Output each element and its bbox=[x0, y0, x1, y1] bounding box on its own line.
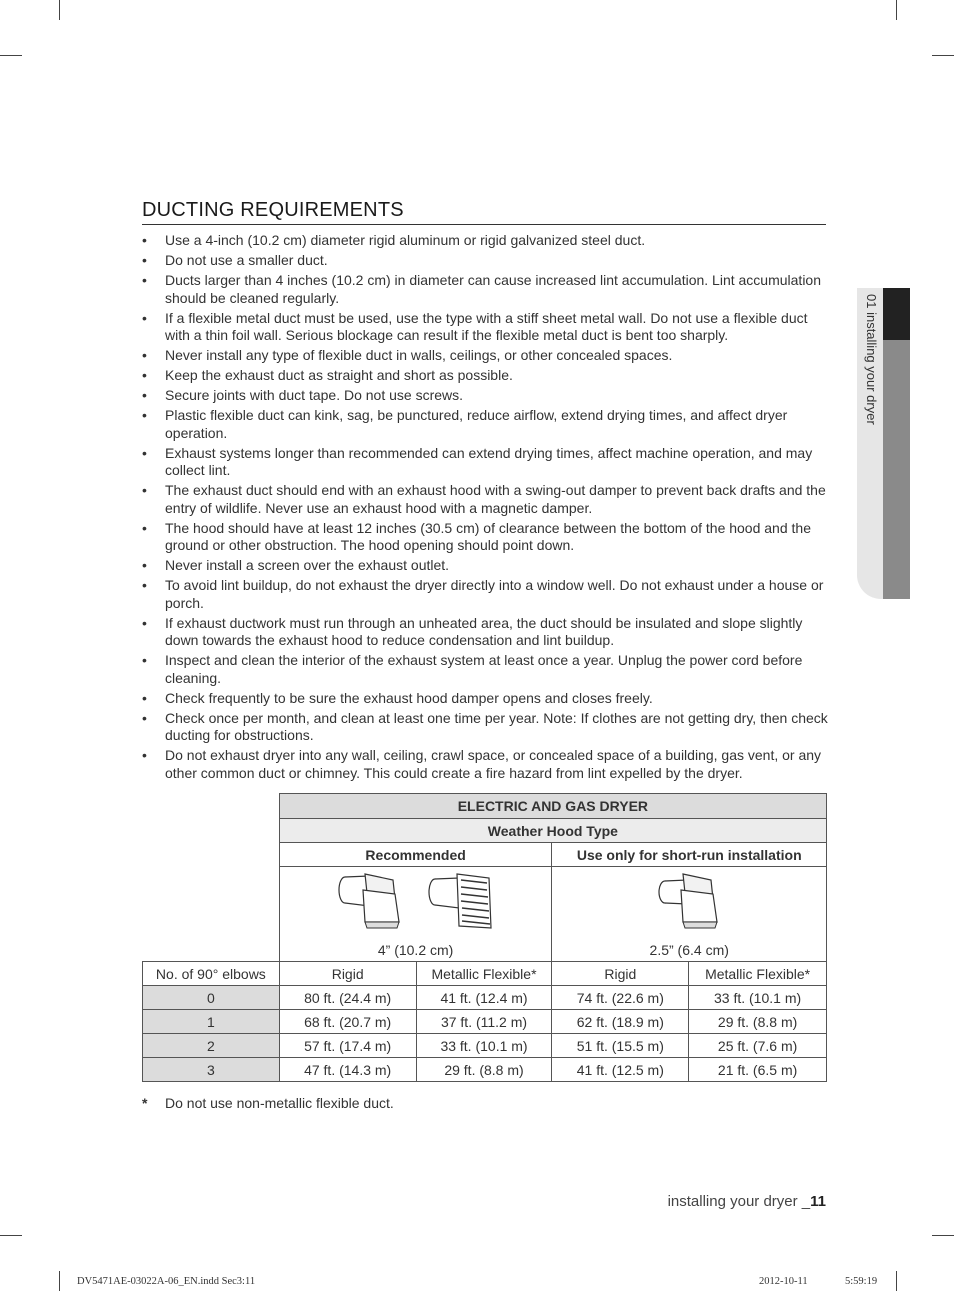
crop-mark bbox=[0, 1235, 22, 1236]
crop-mark bbox=[932, 1235, 954, 1236]
crop-mark bbox=[896, 1271, 897, 1291]
column-header-metallic: Metallic Flexible* bbox=[689, 962, 827, 986]
list-item: • Inspect and clean the interior of the exhaust system at least once a year. Unplug the power cord before cleaning. bbox=[142, 652, 832, 687]
table-blank bbox=[143, 843, 280, 867]
damper-hood-icon bbox=[653, 870, 725, 934]
slug-file: DV5471AE-03022A-06_EN.indd Sec3:11 bbox=[77, 1276, 256, 1287]
table-cell: 33 ft. (10.1 m) bbox=[416, 1034, 552, 1058]
table-cell: 21 ft. (6.5 m) bbox=[689, 1058, 827, 1082]
table-cell: 74 ft. (22.6 m) bbox=[552, 986, 689, 1010]
duct-length-table bbox=[142, 793, 827, 1082]
table-cell: 80 ft. (24.4 m) bbox=[279, 986, 416, 1010]
table-cell: 29 ft. (8.8 m) bbox=[416, 1058, 552, 1082]
table-cell: 33 ft. (10.1 m) bbox=[689, 986, 827, 1010]
list-item: • Do not use a smaller duct. bbox=[142, 252, 832, 270]
side-tab-label: 01 installing your dryer bbox=[864, 294, 879, 425]
table-cell: 29 ft. (8.8 m) bbox=[689, 1010, 827, 1034]
list-item: • Keep the exhaust duct as straight and short as possible. bbox=[142, 367, 832, 385]
crop-mark bbox=[59, 0, 60, 20]
list-item: • Secure joints with duct tape. Do not use screws. bbox=[142, 387, 832, 405]
crop-mark bbox=[0, 55, 22, 56]
table-header-dryer: ELECTRIC AND GAS DRYER bbox=[279, 794, 826, 819]
side-tab-marker bbox=[883, 288, 910, 340]
short-run-size: 2.5” (6.4 cm) bbox=[649, 942, 729, 958]
table-blank bbox=[143, 794, 280, 819]
table-cell: 68 ft. (20.7 m) bbox=[279, 1010, 416, 1034]
side-tab-band bbox=[883, 340, 910, 599]
table-header-short-run: Use only for short-run installation bbox=[552, 843, 827, 867]
table-cell: 47 ft. (14.3 m) bbox=[279, 1058, 416, 1082]
table-cell: 57 ft. (17.4 m) bbox=[279, 1034, 416, 1058]
elbow-count: 0 bbox=[143, 986, 280, 1010]
crop-mark bbox=[896, 0, 897, 20]
table-header-recommended: Recommended bbox=[279, 843, 552, 867]
table-cell: 37 ft. (11.2 m) bbox=[416, 1010, 552, 1034]
list-item: • Use a 4-inch (10.2 cm) diameter rigid aluminum or rigid galvanized steel duct. bbox=[142, 232, 832, 250]
slug-time: 5:59:19 bbox=[845, 1276, 878, 1287]
column-header-metallic: Metallic Flexible* bbox=[416, 962, 552, 986]
crop-mark bbox=[59, 1271, 60, 1291]
list-item: • Check frequently to be sure the exhaust hood damper opens and closes freely. bbox=[142, 690, 832, 708]
slug-date: 2012-10-11 bbox=[759, 1276, 808, 1287]
footnote-text: Do not use non-metallic flexible duct. bbox=[165, 1095, 394, 1111]
elbow-count: 3 bbox=[143, 1058, 280, 1082]
list-item: • Exhaust systems longer than recommended can extend drying times, affect machine operation, and may collect lint. bbox=[142, 445, 832, 480]
table-cell: 51 ft. (15.5 m) bbox=[552, 1034, 689, 1058]
damper-hood-icon bbox=[335, 870, 407, 934]
elbow-count: 1 bbox=[143, 1010, 280, 1034]
recommended-size: 4” (10.2 cm) bbox=[377, 942, 454, 958]
page-number: 11 bbox=[810, 1193, 826, 1210]
list-item: • Check once per month, and clean at least one time per year. Note: If clothes are not getting dry, then check ducting for obstructions. bbox=[142, 710, 832, 745]
column-header-elbows: No. of 90° elbows bbox=[143, 962, 280, 986]
louvered-hood-icon bbox=[425, 870, 497, 934]
list-item: • If a flexible metal duct must be used, use the type with a stiff sheet metal wall. Do not use a flexible duct with a thin foil wall. Serious blockage can result if the flexible metal duct is bent too sharply. bbox=[142, 310, 832, 345]
footer-label: installing your dryer _ bbox=[667, 1193, 811, 1210]
table-cell: 25 ft. (7.6 m) bbox=[689, 1034, 827, 1058]
list-item: • Never install a screen over the exhaust outlet. bbox=[142, 557, 832, 575]
column-header-rigid: Rigid bbox=[279, 962, 416, 986]
elbow-count: 2 bbox=[143, 1034, 280, 1058]
list-item: • The exhaust duct should end with an exhaust hood with a swing-out damper to prevent back drafts and the entry of wildlife. Never use an exhaust hood with a magnetic damper. bbox=[142, 482, 832, 517]
requirements-list bbox=[142, 232, 832, 785]
crop-mark bbox=[932, 55, 954, 56]
recommended-hood-cell bbox=[279, 867, 552, 962]
table-blank bbox=[143, 867, 280, 962]
short-run-hood-cell bbox=[552, 867, 827, 962]
table-row bbox=[143, 1034, 827, 1058]
table-cell: 62 ft. (18.9 m) bbox=[552, 1010, 689, 1034]
table-header-hood-type: Weather Hood Type bbox=[279, 819, 826, 843]
table-row bbox=[143, 1010, 827, 1034]
list-item: • The hood should have at least 12 inches (30.5 cm) of clearance between the bottom of the hood and the ground or other obstruction. The hood opening should point down. bbox=[142, 520, 832, 555]
column-header-rigid: Rigid bbox=[552, 962, 689, 986]
table-row bbox=[143, 1058, 827, 1082]
list-item: • Never install any type of flexible duct in walls, ceilings, or other concealed spaces. bbox=[142, 347, 832, 365]
table-cell: 41 ft. (12.4 m) bbox=[416, 986, 552, 1010]
list-item: • If exhaust ductwork must run through an unheated area, the duct should be insulated and slope slightly down towards the exhaust hood to reduce condensation and lint buildup. bbox=[142, 615, 832, 650]
table-blank bbox=[143, 819, 280, 843]
footnote-marker: * bbox=[142, 1095, 148, 1111]
table-row bbox=[143, 986, 827, 1010]
list-item: • Plastic flexible duct can kink, sag, be punctured, reduce airflow, extend drying times, and affect dryer operation. bbox=[142, 407, 832, 442]
list-item: • Do not exhaust dryer into any wall, ceiling, crawl space, or concealed space of a building, gas vent, or any other common duct or chimney. This could create a fire hazard from lint expelled by the dryer. bbox=[142, 747, 832, 782]
section-title: DUCTING REQUIREMENTS bbox=[142, 199, 826, 225]
page-footer bbox=[668, 1193, 826, 1210]
table-cell: 41 ft. (12.5 m) bbox=[552, 1058, 689, 1082]
footnote bbox=[142, 1095, 394, 1111]
list-item: • To avoid lint buildup, do not exhaust the dryer directly into a window well. Do not exhaust under a house or porch. bbox=[142, 577, 832, 612]
list-item: • Ducts larger than 4 inches (10.2 cm) in diameter can cause increased lint accumulation. Lint accumulation should be cleaned regularly. bbox=[142, 272, 832, 307]
